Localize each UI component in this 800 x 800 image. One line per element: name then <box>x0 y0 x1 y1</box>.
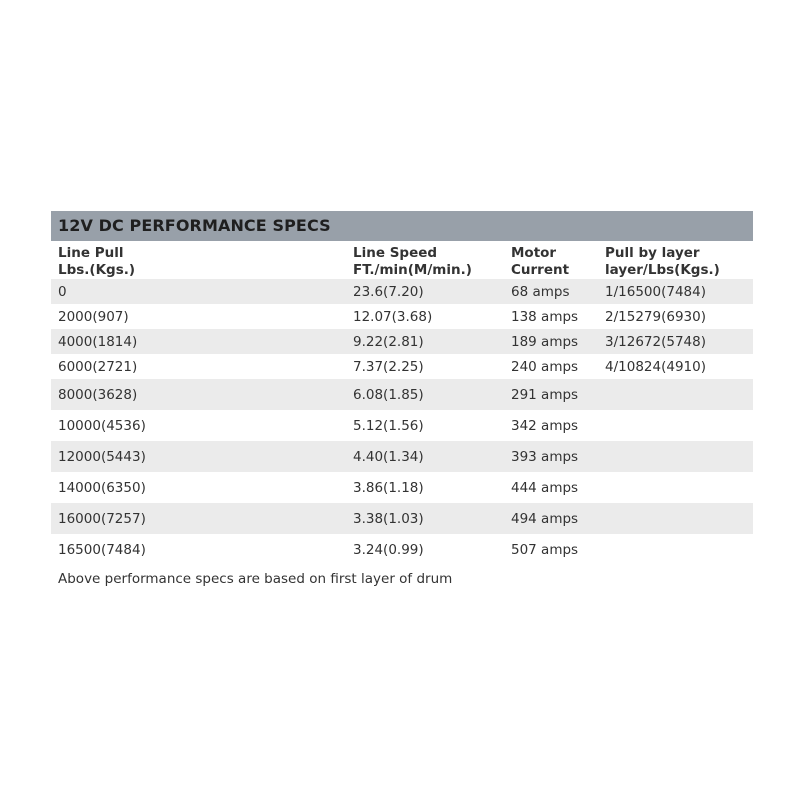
cell-line-pull: 16500(7484) <box>58 541 146 558</box>
table-row <box>51 534 753 565</box>
cell-line-speed: 3.86(1.18) <box>353 479 424 496</box>
cell-line-speed: 3.24(0.99) <box>353 541 424 558</box>
cell-line-pull: 0 <box>51 279 346 304</box>
header-line-2: layer/Lbs(Kgs.) <box>605 262 720 278</box>
cell-line-pull: 10000(4536) <box>58 417 146 434</box>
cell-line-speed: 12.07(3.68) <box>353 308 433 325</box>
cell-line-speed: 6.08(1.85) <box>346 379 504 410</box>
cell-line-pull: 6000(2721) <box>58 358 138 375</box>
cell-motor-current: 507 amps <box>511 541 579 558</box>
cell-line-pull: 4000(1814) <box>51 329 346 354</box>
header-line-1: Line Speed <box>353 245 438 261</box>
cell-pull-by-layer <box>598 472 753 503</box>
cell-pull-by-layer: 2/15279(6930) <box>605 308 706 325</box>
cell-motor-current: 494 amps <box>504 503 598 534</box>
cell-line-speed: 23.6(7.20) <box>346 279 504 304</box>
column-header-motor-current <box>504 241 598 279</box>
header-row <box>51 241 753 279</box>
header-line-1: Pull by layer <box>605 245 700 261</box>
column-header-line-pull <box>51 241 346 279</box>
performance-specs-panel <box>51 211 753 587</box>
cell-motor-current: 240 amps <box>511 358 579 375</box>
cell-pull-by-layer <box>598 503 753 534</box>
cell-pull-by-layer: 1/16500(7484) <box>598 279 753 304</box>
cell-line-pull: 12000(5443) <box>51 441 346 472</box>
cell-pull-by-layer <box>598 534 753 565</box>
cell-pull-by-layer: 4/10824(4910) <box>605 358 706 375</box>
cell-pull-by-layer <box>598 410 753 441</box>
header-line-2: Lbs.(Kgs.) <box>58 262 136 278</box>
spec-table <box>51 241 753 565</box>
cell-pull-by-layer: 3/12672(5748) <box>598 329 753 354</box>
table-row <box>51 472 753 503</box>
table-row <box>51 379 753 410</box>
table-row <box>51 410 753 441</box>
cell-line-speed: 3.38(1.03) <box>346 503 504 534</box>
cell-line-pull: 8000(3628) <box>51 379 346 410</box>
header-line-2: FT./min(M/min.) <box>353 262 472 278</box>
cell-motor-current: 393 amps <box>504 441 598 472</box>
table-row <box>51 503 753 534</box>
cell-motor-current: 138 amps <box>511 308 579 325</box>
cell-line-speed: 4.40(1.34) <box>346 441 504 472</box>
cell-line-pull: 14000(6350) <box>58 479 146 496</box>
cell-line-speed: 5.12(1.56) <box>353 417 424 434</box>
table-row <box>51 441 753 472</box>
spec-title: 12V DC PERFORMANCE SPECS <box>51 211 753 241</box>
header-line-1: Motor <box>511 245 557 261</box>
table-row <box>51 304 753 329</box>
cell-motor-current: 68 amps <box>504 279 598 304</box>
cell-pull-by-layer <box>598 379 753 410</box>
cell-motor-current: 444 amps <box>511 479 579 496</box>
cell-motor-current: 189 amps <box>504 329 598 354</box>
header-line-2: Current <box>511 262 570 278</box>
cell-pull-by-layer <box>598 441 753 472</box>
cell-line-speed: 9.22(2.81) <box>346 329 504 354</box>
footnote: Above performance specs are based on first layer of drum <box>58 571 453 587</box>
cell-motor-current: 291 amps <box>504 379 598 410</box>
cell-line-pull: 16000(7257) <box>51 503 346 534</box>
cell-motor-current: 342 amps <box>511 417 579 434</box>
table-row <box>51 279 753 304</box>
column-header-pull-by-layer <box>598 241 753 279</box>
table-row <box>51 354 753 379</box>
table-row <box>51 329 753 354</box>
header-line-1: Line Pull <box>58 245 124 261</box>
cell-line-speed: 7.37(2.25) <box>353 358 424 375</box>
column-header-line-speed <box>346 241 504 279</box>
cell-line-pull: 2000(907) <box>58 308 129 325</box>
